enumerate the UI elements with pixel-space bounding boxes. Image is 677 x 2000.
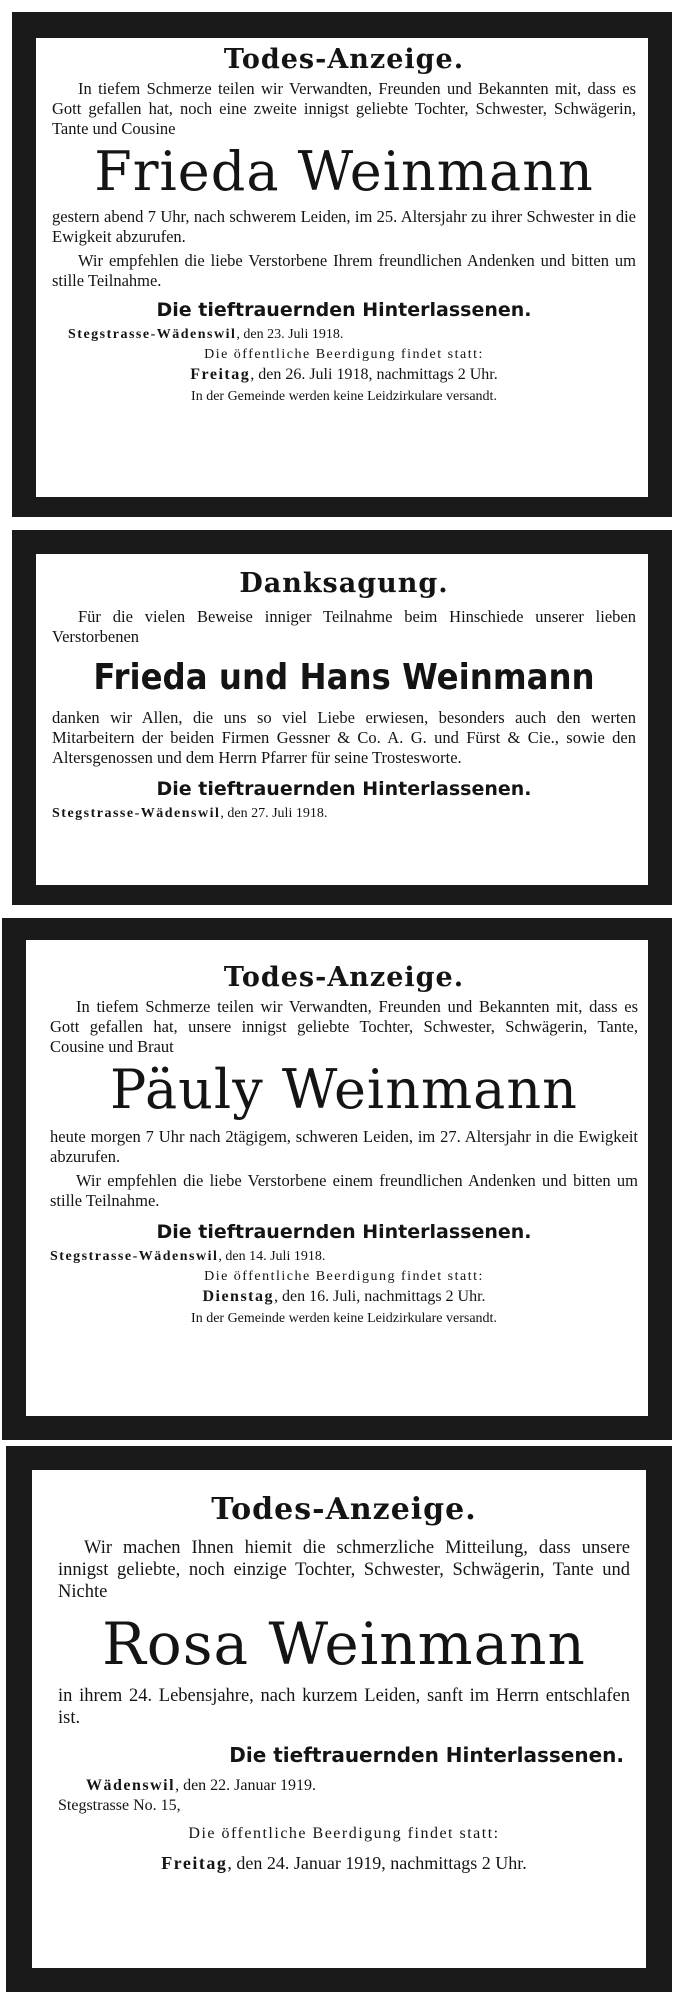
mourning-border-top [12,530,672,554]
notice-body: danken wir Allen, die uns so viel Liebe erwiesen, besonders auch den werten Mitarbeitern der beiden Firmen Gessner & Co. A. G. und Fürst & Cie., sowie den Altersgenossen und dem Herrn Pfarrer für seine Trostesworte. [52,708,636,767]
mourning-border-left [2,918,26,1440]
deceased-name: Päuly Weinmann [110,1058,578,1121]
place: Stegstrasse-Wädenswil [50,1249,219,1264]
thanks-notice-frieda-hans [12,530,672,905]
mourning-border-right [648,918,672,1440]
date: , den 14. Juli 1918. [218,1249,326,1264]
date: , den 22. Januar 1919. [175,1777,316,1794]
place-date [86,1777,630,1795]
mourning-border-top [6,1446,672,1470]
date: , den 27. Juli 1918. [220,806,328,821]
deceased-name: Frieda Weinmann [94,140,594,203]
mourning-border-bottom [12,497,672,517]
notice-intro: In tiefem Schmerze teilen wir Verwandten, Freunden und Bekannten mit, dass es Gott gefallen hat, unsere innigst geliebte Tochter, Schwester, Schwägerin, Tante, Cousine und Braut [50,997,638,1056]
notice-content [52,568,636,822]
burial-time: , den 16. Juli, nachmittags 2 Uhr. [274,1288,486,1305]
notice-heading: Todes-Anzeige. [223,962,465,993]
burial-intro: Die öffentliche Beerdigung findet statt: [204,347,484,362]
burial-date [50,1288,638,1306]
notice-heading: Todes-Anzeige. [223,44,465,75]
mourning-border-right [648,12,672,517]
circular-note: In der Gemeinde werden keine Leidzirkulare versandt. [191,1311,497,1326]
notice-recommendation: Wir empfehlen die liebe Verstorbene Ihrem freundlichen Andenken und bitten um stille Teilnahme. [52,251,636,290]
circular-note: In der Gemeinde werden keine Leidzirkulare versandt. [191,389,497,404]
signature: Die tieftrauernden Hinterlassenen. [229,1743,624,1767]
signature: Die tieftrauernden Hinterlassenen. [156,299,532,321]
signature: Die tieftrauernden Hinterlassenen. [156,778,532,800]
mourning-border-right [648,530,672,905]
mourning-border-bottom [6,1968,672,1992]
place: Stegstrasse-Wädenswil [68,327,237,342]
burial-day: Dienstag [202,1288,275,1305]
mourning-border-bottom [12,885,672,905]
notice-recommendation: Wir empfehlen die liebe Verstorbene einem freundlichen Andenken und bitten um stille Teilnahme. [50,1171,638,1210]
notice-intro: Für die vielen Beweise inniger Teilnahme beim Hinschiede unserer lieben Verstorbenen [52,607,636,646]
death-notice-rosa [6,1446,672,1992]
death-notice-pauly [2,918,672,1440]
notice-intro: Wir machen Ihnen hiemit die schmerzliche Mitteilung, dass unsere innigst geliebte, noch einzige Tochter, Schwester, Schwägerin, Tante und Nichte [58,1538,630,1602]
notice-body: heute morgen 7 Uhr nach 2tägigem, schweren Leiden, im 27. Altersjahr in die Ewigkeit abzurufen. [50,1127,638,1166]
notice-content [52,44,636,405]
notice-heading: Danksagung. [239,568,449,599]
notice-content [58,1492,630,1874]
mourning-border-left [12,530,36,905]
burial-day: Freitag [190,366,251,383]
place: Wädenswil [86,1777,176,1794]
place: Stegstrasse-Wädenswil [52,806,221,821]
notice-content [50,962,638,1327]
mourning-border-top [2,918,672,940]
address: Stegstrasse No. 15, [58,1797,181,1814]
mourning-border-right [646,1446,672,1992]
death-notice-frieda [12,12,672,517]
mourning-border-left [6,1446,32,1992]
place-date [50,1249,638,1265]
mourning-border-top [12,12,672,38]
notice-body: in ihrem 24. Lebensjahre, nach kurzem Leiden, sanft im Herrn entschlafen ist. [58,1686,630,1728]
burial-date [52,366,636,384]
notice-body: gestern abend 7 Uhr, nach schwerem Leiden, im 25. Altersjahr zu ihrer Schwester in die Ewigkeit abzurufen. [52,207,636,246]
burial-date [58,1853,630,1874]
burial-time: , den 26. Juli 1918, nachmittags 2 Uhr. [250,366,498,383]
date: , den 23. Juli 1918. [236,327,344,342]
place-date [52,806,636,822]
burial-intro: Die öffentliche Beerdigung findet statt: [188,1825,500,1842]
signature: Die tieftrauernden Hinterlassenen. [156,1221,532,1243]
burial-day: Freitag [161,1853,228,1873]
burial-intro: Die öffentliche Beerdigung findet statt: [204,1269,484,1284]
place-date [68,327,636,343]
notice-intro: In tiefem Schmerze teilen wir Verwandten, Freunden und Bekannten mit, dass es Gott gefallen hat, noch eine zweite innigst geliebte Tochter, Schwester, Schwägerin, Tante und Cousine [52,79,636,138]
mourning-border-bottom [2,1416,672,1440]
notice-heading: Todes-Anzeige. [211,1492,477,1527]
mourning-border-left [12,12,36,517]
deceased-names: Frieda und Hans Weinmann [93,657,595,698]
burial-time: , den 24. Januar 1919, nachmittags 2 Uhr. [227,1853,527,1873]
deceased-name: Rosa Weinmann [102,1610,586,1678]
